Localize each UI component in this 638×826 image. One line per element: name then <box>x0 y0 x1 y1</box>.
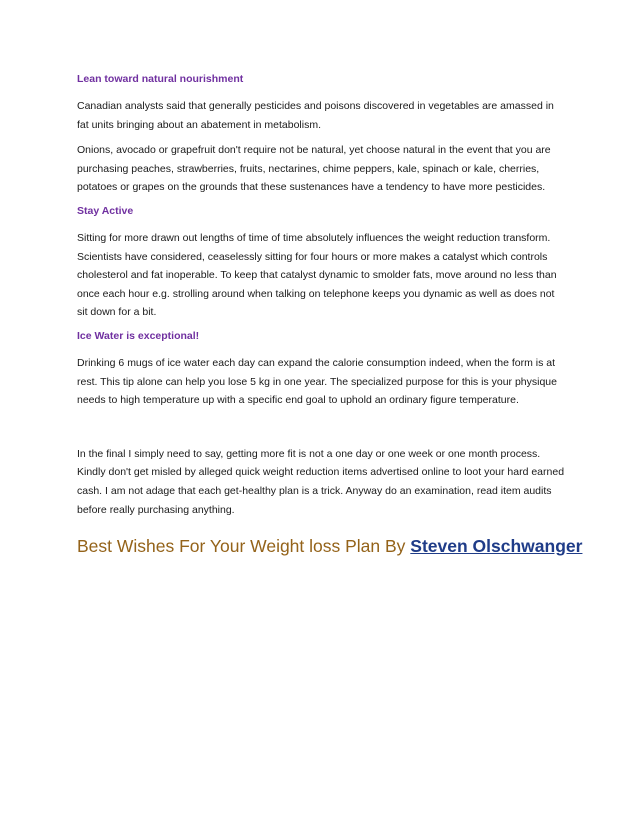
section-heading-natural-nourishment: Lean toward natural nourishment <box>77 73 244 85</box>
paragraph-ice-water: Drinking 6 mugs of ice water each day can expand the calorie consumption indeed, when the form is at rest. This tip alone can help you lose 5 kg in one year. The specialized purpose for this is your physique needs to high temperature up with a specific end goal to uphold an ordinary figure temperature. <box>77 356 557 407</box>
paragraph-pesticides-metabolism: Canadian analysts said that generally pesticides and poisons discovered in vegetables are amassed in fat units bringing about an abatement in metabolism. <box>77 100 554 131</box>
closing-line <box>77 535 617 557</box>
article-body <box>77 72 565 526</box>
paragraph-sitting: Sitting for more drawn out lengths of time of time absolutely influences the weight reduction transform. Scientists have considered, ceaselessly sitting for four hours or more makes a catalyst which controls cholesterol and fat inoperable. To keep that catalyst dynamic to smolder fats, move around no less than once each hour e.g. strolling around when talking on telephone keeps you dynamic as well as does not sit down for a bit. <box>77 231 557 319</box>
section-heading-stay-active: Stay Active <box>77 204 134 217</box>
author-link[interactable]: Steven Olschwanger <box>410 536 583 556</box>
paragraph-conclusion: In the final I simply need to say, getting more fit is not a one day or one week or one month process. Kindly don't get misled by alleged quick weight reduction items advertised online to loot your hard earned cash. I am not adage that each get-healthy plan is a trick. Anyway do an examination, read item audits before really purchasing anything. <box>77 447 565 516</box>
closing-text: Best Wishes For Your Weight loss Plan By <box>77 536 411 556</box>
paragraph-organic-produce: Onions, avocado or grapefruit don't require not be natural, yet choose natural in the event that you are purchasing peaches, strawberries, fruits, nectarines, chime peppers, kale, spinach or kale, cherries, potatoes or grapes on the grounds that these sustenances have a tendency to have more pesticides. <box>77 144 551 194</box>
spacer <box>77 417 565 445</box>
section-heading-ice-water: Ice Water is exceptional! <box>77 329 200 342</box>
